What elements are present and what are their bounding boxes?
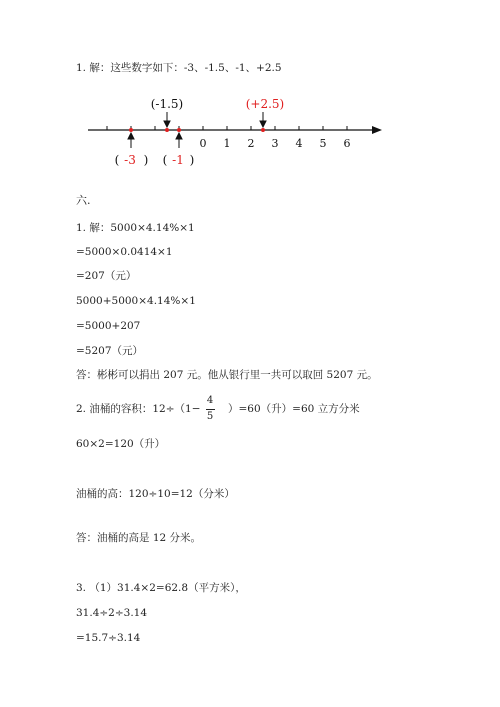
s6-line-2: =207（元）	[76, 270, 137, 282]
q2-answer: 答：油桶的高是 12 分米。	[76, 532, 202, 544]
tick-label-5: 5	[319, 137, 327, 150]
tick-label-3: 3	[271, 137, 279, 150]
tick-label-2: 2	[247, 137, 255, 150]
q2-fraction-denominator: 5	[206, 411, 214, 422]
section6-heading: 六.	[76, 194, 91, 207]
annotation-neg3-close: )	[143, 153, 149, 167]
q2-line-1: 油桶的高：120÷10=12（分米）	[76, 488, 235, 500]
q3-line-0: 3. （1）31.4×2=62.8（平方米），	[76, 582, 246, 594]
s6-answer-1: 答：彬彬可以捐出 207 元。他从银行里一共可以取回 5207 元。	[76, 369, 378, 381]
s6-line-1: =5000×0.0414×1	[76, 246, 173, 258]
annotation-neg1: -1	[172, 153, 184, 167]
tick-label-1: 1	[223, 137, 231, 150]
s6-line-5: =5207（元）	[76, 345, 144, 357]
section1-line1: 1. 解：这些数字如下：-3、-1.5、-1、+2.5	[76, 62, 282, 74]
q2-suffix: ）=60（升）=60 立方分米	[228, 403, 360, 415]
annotation-pos2-5: (+2.5)	[245, 97, 285, 111]
point-neg1	[177, 128, 181, 132]
annotation-neg3-open: (	[114, 153, 120, 167]
annotation-neg1-5: (-1.5)	[150, 97, 184, 111]
tick-label-0: 0	[199, 137, 207, 150]
s6-line-3: 5000+5000×4.14%×1	[76, 295, 196, 307]
s6-line-0: 1. 解：5000×4.14%×1	[76, 222, 195, 234]
s6-line-4: =5000+207	[76, 320, 141, 332]
q2-line-0: 60×2=120（升）	[76, 438, 166, 450]
q2-fraction-numerator: 4	[206, 395, 214, 406]
annotation-neg1-close: )	[189, 153, 195, 167]
point-neg1-5	[165, 128, 169, 132]
q2-prefix: 2. 油桶的容积：12÷（1−	[76, 403, 201, 415]
point-pos2-5	[261, 128, 265, 132]
tick-label-6: 6	[343, 137, 351, 150]
point-neg3	[129, 128, 133, 132]
q3-line-1: 31.4÷2÷3.14	[76, 607, 148, 619]
tick-label-4: 4	[295, 137, 303, 150]
q3-line-2: =15.7÷3.14	[76, 632, 141, 644]
annotation-neg3: -3	[124, 153, 136, 167]
number-line-figure	[0, 0, 500, 180]
q2-fraction-bar	[206, 409, 215, 410]
annotation-neg1-open: (	[162, 153, 168, 167]
